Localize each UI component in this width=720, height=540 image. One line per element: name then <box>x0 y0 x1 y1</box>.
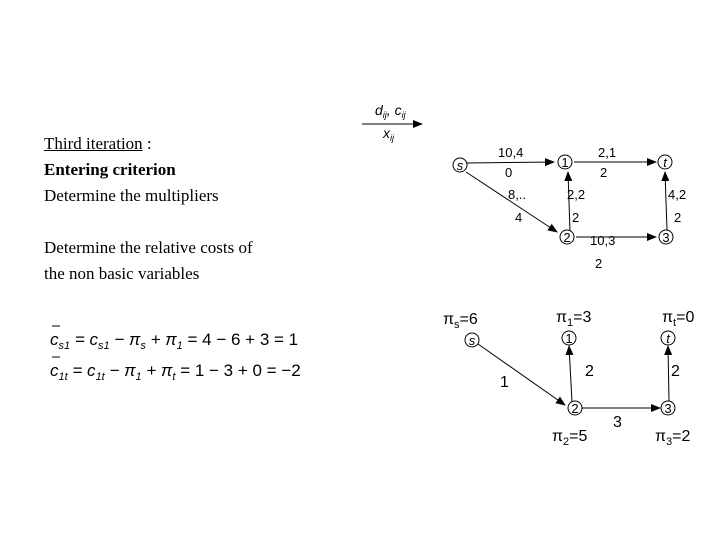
node2-s-label: s <box>468 333 476 348</box>
node-3-label: 3 <box>662 230 670 245</box>
equation-c1t <box>50 357 301 383</box>
edge-s-2 <box>466 172 557 232</box>
node-1-label: 1 <box>561 155 569 170</box>
edge-s-1 <box>467 162 554 163</box>
edge2-s-2 <box>478 344 565 405</box>
pi-s-label: $\pi_s=6$ <box>443 311 478 331</box>
node-2-label: 2 <box>563 230 571 245</box>
non-basic-label: the non basic variables <box>44 264 200 283</box>
pi-2-label: $\pi_2=5$ <box>552 428 588 448</box>
pi-1-label: $\pi_1=3$ <box>556 309 592 329</box>
edge-s1-top: 10,4 <box>498 145 524 160</box>
legend-top-label: $d_{ij}$, $c_{ij}$ <box>375 102 406 120</box>
edge-3t-top: 4,2 <box>668 187 687 202</box>
pi-t-label: $\pi_t=0$ <box>662 309 695 329</box>
node2-1-label: 1 <box>565 331 573 346</box>
edge-23-bot: 2 <box>595 256 603 271</box>
edge-legend <box>362 102 422 143</box>
edge-1t-top: 2,1 <box>598 145 617 160</box>
edge-12-top: 2,2 <box>567 187 586 202</box>
pi-3-label: $\pi_3=2$ <box>655 428 691 448</box>
edge-3t-bot: 2 <box>674 210 682 225</box>
edge-1t-bot: 2 <box>600 165 608 180</box>
edge2-21-flow: 2 <box>585 363 594 380</box>
equation-cs1-text: $c_{s1} = c_{s1} - \pi_s + \pi_1 = 4 - 6 + 3 = 1$ <box>50 330 299 352</box>
edge-s1-bot: 0 <box>505 165 513 180</box>
edge-23-top: 10,3 <box>590 233 616 248</box>
node2-3-label: 3 <box>664 401 672 416</box>
edge2-s2-flow: 1 <box>500 374 509 391</box>
edge-s2-top: 8,.. <box>508 187 527 202</box>
edge-3-t <box>665 172 667 230</box>
node2-t-label: t <box>666 331 670 346</box>
node-s-label: s <box>456 158 464 173</box>
edge2-3t-flow: 2 <box>671 363 680 380</box>
edge2-2-1 <box>569 346 572 402</box>
edge2-23-flow: 3 <box>613 414 622 431</box>
node2-2-label: 2 <box>571 401 579 416</box>
node-t-label: t <box>663 155 667 170</box>
network1-nodes <box>453 155 673 245</box>
legend-bottom-label: $x_{ij}$ <box>383 125 394 143</box>
edge-12-bot: 2 <box>572 210 580 225</box>
equation-c1t-text: $c_{1t} = c_{1t} - \pi_1 + \pi_t = 1 - 3 + 0 = -2$ <box>50 361 301 383</box>
entering-criterion-label: Entering criterion <box>44 160 176 179</box>
network2-labels <box>443 309 694 448</box>
edge-s2-bot: 4 <box>515 210 523 225</box>
edge2-3-t <box>668 346 669 401</box>
determine-multipliers-label: Determine the multipliers <box>44 186 219 205</box>
edge-2-1 <box>568 172 570 232</box>
heading-colon: : <box>142 134 152 153</box>
equation-cs1 <box>50 326 298 352</box>
relative-costs-label: Determine the relative costs of <box>44 238 253 257</box>
third-iteration-link[interactable]: Third iteration <box>44 134 143 153</box>
